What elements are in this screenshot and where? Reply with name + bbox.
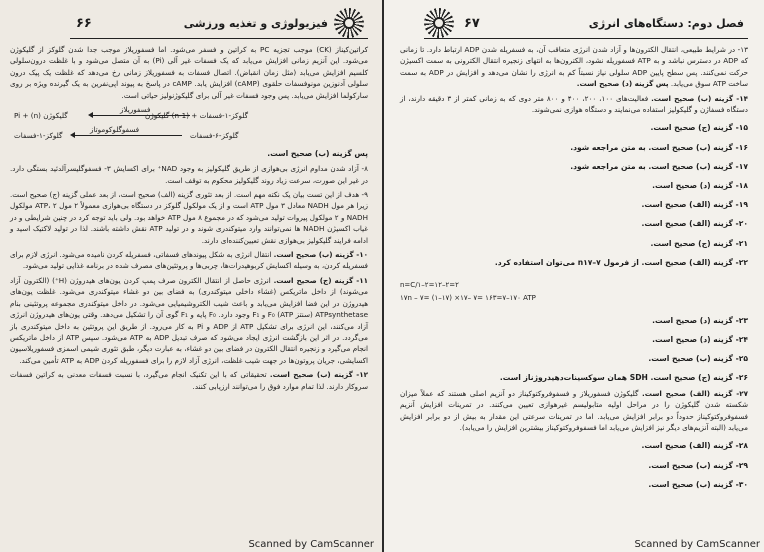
sun-logo-icon	[334, 8, 364, 38]
item-12	[10, 369, 368, 392]
answer-28: ۲۸- گزینه (الف) صحیح است.	[641, 441, 748, 451]
item-27	[400, 388, 748, 434]
answer-17: ۱۷- گزینه (ب) صحیح است. به متن مراجعه شود.	[570, 161, 748, 171]
reaction-1-left: گلیکوژن (n) + Pi	[14, 111, 68, 121]
answer-18: ۱۸- گزینه (د) صحیح است.	[652, 181, 748, 191]
item-27-text: گلیکوژن فسفوریلاز و فسفوفروکتوکیناز دو آنزیم اصلی هستند که عملاً میزان شکسته شدن گلیکوژن را در مراحل اولیه متابولیسم غیرهوازی تعیین می‌کنند. در تمرینات افزایش آنزیم فسفوفروکتوکیناز حدوداً دو برابر افزایش می‌یابد. اما در تمرینات سرعتی این مقدار به بیش از دو برابر افزایش می‌یابد (البته آنزیم‌های دیگر نیز افزایش می‌یابد اما فسفوفروکتوکیناز بیشترین افزایش را می‌یابد).	[400, 388, 748, 432]
right-page-body	[400, 44, 748, 494]
reaction-1-enzyme: فسفوریلاز	[120, 105, 151, 115]
answer-21: ۲۱- گزینه (ج) صحیح است.	[650, 238, 748, 248]
answer-16: ۱۶- گزینه (ب) صحیح است. به متن مراجعه شود.	[570, 142, 748, 152]
answer-29: ۲۹- گزینه (ب) صحیح است.	[648, 460, 748, 470]
item-13-text: ۱۳- در شرایط طبیعی، انتقال الکترون‌ها و آزاد شدن انرژی متعاقب آن، به فسفریله شدن ADP ارتباط دارد. تا زمانی که ADP در دسترس نباشد و به ATP فسفوریله نشود، الکترون‌ها به انتهای زنجیره انتقال الکترونی به سمت اکسیژن حرکت نمی‌کنند. پس سطح پایین ADP سلولی نیاز نسبتاً کم به انرژی را نشان می‌دهد و افزایش در ADP به سمت ساخت ATP سوق می‌یابد.	[400, 45, 748, 89]
reaction-1	[10, 104, 368, 124]
answer-22: ۲۲- گزینه (الف) صحیح است. از فرمول ۷–n۱۷ می‌توان استفاده کرد.	[494, 257, 748, 267]
reaction-2-left: گلوکز-۱-فسفات	[14, 131, 63, 141]
answer-20: ۲۰- گزینه (الف) صحیح است.	[641, 219, 748, 229]
item-10-answer: ۱۰- گزینه (ب) صحیح است.	[273, 250, 368, 260]
answer-24: ۲۴- گزینه (د) صحیح است.	[652, 335, 748, 345]
sun-logo-icon	[424, 8, 454, 38]
answer-23: ۲۳- گزینه (د) صحیح است.	[652, 315, 748, 325]
left-page-number: ۶۶	[76, 15, 92, 31]
answer-30: ۳۰- گزینه (ب) صحیح است.	[648, 479, 748, 489]
reaction-arrow-icon	[72, 135, 182, 136]
formula-atp: ۱۷n – ۷= (۱–۱۷) ×۱۷– ۷= ۱۶۳=۷–۱۷۰ ATP	[400, 294, 536, 303]
answer-25: ۲۵- گزینه (ب) صحیح است.	[648, 354, 748, 364]
item-14-text: فعالیت‌های ۱۰۰، ۲۰۰، ۴۰۰ و ۸۰۰ متر دوی که به زمانی کمتر از ۳ دقیقه دارند، از دستگاه فسفاژن و گلیکولیز استفاده می‌نمایند و دستگاه هوازی نمی‌شوند.	[400, 93, 748, 115]
formula-n: n=C/۱–۲=۱۲–۲=۲	[400, 281, 459, 290]
answer-26: ۲۶- گزینه (ج) صحیح است. SDH همان سوکسینات‌دهیدروژناز است.	[499, 373, 748, 383]
item-12-answer: ۱۲- گزینه (ب) صحیح است.	[269, 370, 368, 380]
answer-19: ۱۹- گزینه (الف) صحیح است.	[641, 200, 748, 210]
item-9: ۹- هدف از این تست بیان یک نکته مهم است. از بعد تئوری گزینه (الف) صحیح است، از بعد عملی گزینه (ج) صحیح است. زیرا هر مول NADH معادل ۳ مول ATP است و از یک مولکول گلوکز در دستگاه بی‌هوازی معمولاً ۲ مول ATP، ۲ مولکول NADH و ۲ مولکول پیروات تولید می‌شود که در مجموع ۸ مول ATP خواهد بود. ولی باید توجه کرد در چنین شرایطی و در غیاب اکسیژن NADH ها نمی‌توانند وارد میتوکندری شوند و در تولید ATP نقش داشته باشند. لذا در تولید لاکتیک اسید و ادامه فرایند گلیکولیز بی‌هوازی نقش تعیین‌کننده‌ای دارند.	[10, 190, 368, 245]
reaction-1-right: گلوکز-۱-فسفات + (n-1) گلیکوژن	[144, 111, 248, 121]
item-13-answer: پس گزینه (د) صحیح است.	[576, 79, 669, 89]
item-11	[10, 275, 368, 366]
right-page-header	[424, 8, 748, 39]
left-page-header	[70, 8, 368, 39]
reaction-2-enzyme: فسفوگلوکوموتاز	[90, 125, 140, 135]
left-running-title: فیزیولوژی و تغذیه ورزشی	[183, 16, 328, 30]
answer-15: ۱۵- گزینه (ج) صحیح است.	[650, 123, 748, 133]
item-11-answer: ۱۱- گزینه (ج) صحیح است.	[273, 275, 368, 285]
reaction-2	[10, 124, 368, 144]
item-10-text: انتقال انرژی به شکل پیوندهای فسفاتی، فسفریله کردن نامیده می‌شود. انرژی لازم برای فسفریله کردن، به وسیله اکسایش کربوهیدرات‌ها، چربی‌ها و پروتئین‌های مصرف شده در برنامه غذایی تولید می‌شود.	[10, 250, 368, 271]
item-7-answer: پس گزینه (ب) صحیح است.	[267, 149, 368, 159]
right-running-title: فصل دوم: دستگاه‌های انرژی	[588, 16, 744, 30]
left-footer: Scanned by CamScanner	[248, 539, 374, 550]
item-14	[400, 93, 748, 116]
right-page-number: ۶۷	[464, 15, 480, 31]
intro-paragraph: کراتین‌کیناز (CK) موجب تجزیه PC به کراتین و فسفر می‌شود. اما فسفوریلاز موجب جدا شدن گلوکز از گلیکوژن می‌شود. این آنزیم زمانی افزایش می‌یابد که یک فسفات غیر آلی (Pi) به آن متصل می‌شود و با غلظت درون‌سلولی کلسیم افزایش می‌یابد (مثل زمان انقباض). اتصال فسفات به فسفوریلاز زمانی رخ می‌دهد که غلظت یک پیک درون سلولی آدنوزین مونوفسفات حلقوی (cAMP) افزایش یابد. cAMP در پاسخ به پیوند اپی‌نفرین به یک گیرنده ویژه بر روی سارکولما افزایش می‌یابد. پس وجود فسفات غیر آلی برای گلیکوژنولیز حیاتی است.	[10, 45, 368, 100]
right-page	[384, 0, 764, 552]
item-12-text: تحقیقاتی که با این تکنیک انجام می‌گیرد، با نسبت فسفات معدنی به کراتین فسفات سروکار دارند. لذا تمام موارد فوق را می‌توانند ارزیابی کنند.	[10, 370, 368, 391]
left-page-body	[10, 44, 368, 395]
item-27-answer: ۲۷- گزینه (الف) صحیح است.	[641, 388, 748, 398]
item-11-text: انرژی حاصل از انتقال الکترون صرف پمپ کردن یون‌های هیدروژن (H⁺) (الکترون آزاد می‌شوند) از داخل ماتریکس (غشاء داخلی میتوکندری) به فضای بین دو غشاء میتوکندری می‌شود. غلظت یون‌های هیدروژن در این فضا افزایش می‌یابد و باعث شیب الکتروشیمیایی می‌شود. در داخل میتوکندری مجموعه پروتئینی بنام ATPsynthetase (سنتز ATP) F₀ و F₁ وجود دارد. F₀ پایه و F₁ گوی آن را تشکیل می‌دهد. وقتی یون‌های هیدروژن انرژی آزاد می‌کنند، این انرژی برای تشکیل ATP از ADP و Pi به کار می‌رود. از طریق این پروتئین به داخل میتوکندری باز می‌گردد. در اثر این بازگشت انرژی ایجاد می‌شود که صرف تبدیل ADP به ATP می‌شود. سپس ATP از داخل ماتریکس انجام می‌گیرد و زنجیره انتقال الکترون در فضای بین دو غشاء، به عبارت دیگر، طبق تئوری شیمی اسمزی فسفوریلاسیون اکسایشی، جریان پروتون‌ها در جهت شیب غلظت، انرژی آزاد لازم را برای فسفوریله کردن ADP به ATP تأمین می‌کند.	[10, 275, 368, 365]
item-14-answer: ۱۴- گزینه (ب) صحیح است.	[651, 93, 749, 103]
item-8: ۸- آزاد شدن مداوم انرژی بی‌هوازی از طریق گلیکولیز به وجود NAD⁺ برای اکسایش ۳- فسفوگلیسرآلدئید بستگی دارد. در غیر این صورت، سرعت زیاد روند گلیکولیز محکوم به توقف است.	[10, 164, 369, 185]
reaction-2-right: گلوکز-۶-فسفات	[190, 131, 239, 141]
item-10	[10, 249, 368, 272]
right-footer: Scanned by CamScanner	[634, 539, 760, 550]
item-13	[400, 44, 748, 90]
